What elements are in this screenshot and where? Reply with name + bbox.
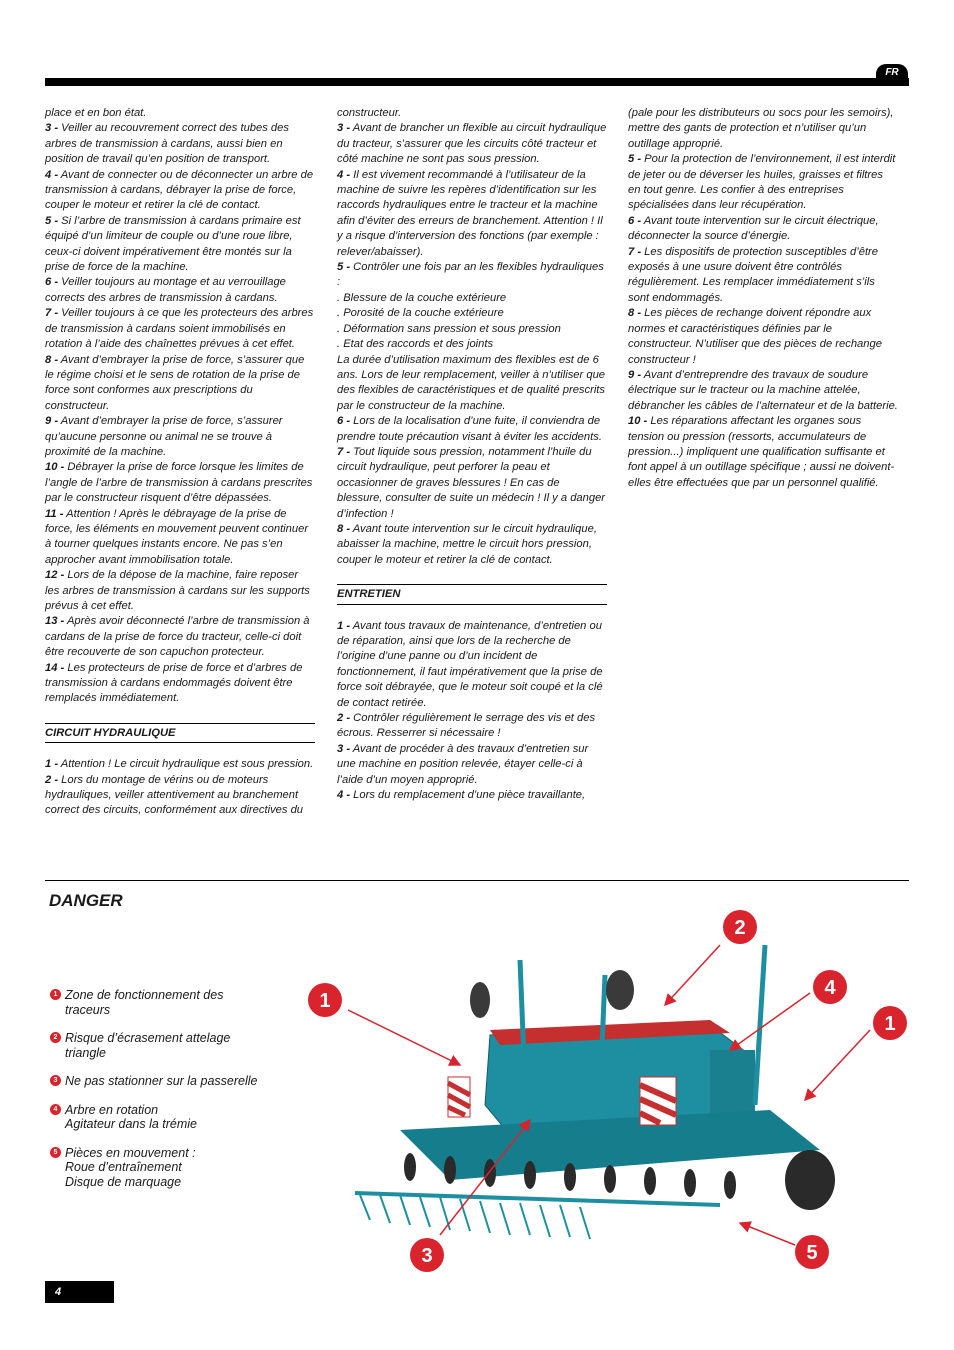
- paragraph: La durée d’utilisation maximum des flexibles est de 6 ans. Lors de leur remplacement, veiller à n’utiliser que des flexibles de caractéristiques et de qualité prescrits par le constructeur de la machine.: [337, 353, 606, 412]
- legend-text: Roue d’entraînement: [65, 1160, 182, 1174]
- item-text: Contrôler régulièrement le serrage des vis et des écrous. Resserrer si nécessaire !: [337, 712, 596, 740]
- svg-text:2: 2: [734, 917, 746, 939]
- seed-drill-illustration: [300, 905, 910, 1275]
- item-text: Contrôler une fois par an les flexibles hydrauliques :: [337, 261, 604, 289]
- item-text: Veiller au recouvrement correct des tubes des arbres de transmission à cardans, aussi bien en position de travail qu’en position de transport.: [45, 122, 289, 166]
- list-item: [45, 507, 315, 569]
- item-number: 8 -: [628, 307, 642, 320]
- arrow-5: [740, 1223, 795, 1245]
- item-number: 1 -: [45, 758, 59, 771]
- item-number: 8 -: [45, 353, 59, 366]
- list-item: [45, 460, 315, 506]
- item-number: 11 -: [45, 507, 64, 520]
- svg-text:1: 1: [319, 990, 331, 1012]
- bullet-item: . Déformation sans pression et sous pression: [337, 322, 561, 335]
- list-item: [628, 245, 898, 307]
- item-text: Avant de connecter ou de déconnecter un arbre de transmission à cardans, débrayer la prise de force, couper le moteur et retirer la clé de contact.: [45, 168, 314, 212]
- item-text: Avant d’embrayer la prise de force, s’assurer que le régime choisi et le sens de rotation de la prise de force sont conformes aux prescriptions du constructeur.: [45, 353, 305, 412]
- legend-number-badge: 3: [50, 1075, 61, 1086]
- svg-text:4: 4: [824, 977, 836, 999]
- item-number: 4 -: [337, 789, 351, 802]
- item-text: Les protecteurs de prise de force et d’arbres de transmission à cardans endommagés doivent être remplacés immédiatement.: [45, 661, 303, 705]
- legend-text: Arbre en rotation: [65, 1102, 159, 1117]
- item-number: 3 -: [337, 742, 351, 755]
- item-text: Avant tous travaux de maintenance, d’entretien ou de réparation, ainsi que lors de la recherche de l’origine d’une panne ou d’un incident de fonctionnement, il faut impérativement que la prise de force soit débrayée, que le moteur soit coupé et la clé de contact retirée.: [337, 619, 603, 709]
- legend-text: Agitateur dans la trémie: [65, 1117, 198, 1131]
- item-number: 6 -: [45, 276, 59, 289]
- list-item: [628, 368, 898, 414]
- legend-number-badge: 5: [50, 1147, 61, 1158]
- list-item: [45, 661, 315, 707]
- list-item: [628, 306, 898, 368]
- harrow-bar: [355, 1193, 720, 1205]
- item-number: 14 -: [45, 661, 65, 674]
- item-number: 6 -: [628, 214, 642, 227]
- list-item: [45, 306, 315, 352]
- danger-title: DANGER: [49, 891, 123, 910]
- item-number: 2 -: [45, 773, 59, 786]
- item-number: 9 -: [45, 415, 59, 428]
- item-number: 1 -: [337, 619, 351, 632]
- svg-text:1: 1: [884, 1013, 896, 1035]
- item-text: Débrayer la prise de force lorsque les limites de l’angle de l’arbre de transmission à cardans prescrites par le constructeur risquent d’être dépassées.: [45, 461, 313, 505]
- item-text: Les réparations affectant les organes sous tension ou pression (ressorts, accumulateurs de pression...) impliquent une qualification suffisante et font appel à un outillage spécifique ; aussi ne doivent-elles être effectuées que par un personnel qualifié.: [628, 415, 895, 489]
- list-item: [45, 121, 315, 167]
- list-item: [45, 353, 315, 415]
- list-item: [337, 522, 607, 568]
- item-text: Attention ! Après le débrayage de la prise de force, les éléments en mouvement peuvent continuer à tourner quelques instants encore. Ne pas s’en approcher avant immobilisation totale.: [45, 507, 309, 566]
- item-number: 6 -: [337, 415, 351, 428]
- svg-text:3: 3: [421, 1245, 433, 1267]
- arrow-4: [730, 993, 810, 1050]
- legend-item: [50, 1103, 290, 1132]
- item-text: Veiller toujours à ce que les protecteurs des arbres de transmission à cardans soient immobilisés en rotation à l’aide des chaînettes prévues à cet effet.: [45, 307, 314, 351]
- item-text: Après avoir déconnecté l’arbre de transmission à cardans de la prise de force du tracteur, celle-ci doit être recouverte de son capuchon protecteur.: [45, 615, 310, 659]
- harrow-tines: [360, 1195, 590, 1239]
- list-item: [337, 788, 607, 803]
- column-2: [337, 106, 607, 803]
- paragraph: constructeur.: [337, 107, 402, 119]
- list-item: [337, 414, 607, 445]
- list-item: [628, 414, 898, 491]
- list-item: [628, 152, 898, 214]
- list-item: [45, 414, 315, 460]
- item-text: Les dispositifs de protection susceptibles d’être exposés à une usure doivent être contrôlés régulièrement. Les remplacer immédiatement s’ils sont endommagés.: [628, 245, 878, 304]
- item-text: Avant d’entreprendre des travaux de soudure électrique sur le tracteur ou la machine attelée, débrancher les câbles de l’alternateur et de la batterie.: [628, 368, 898, 412]
- item-number: 13 -: [45, 615, 65, 628]
- list-item: [337, 619, 607, 711]
- legend-number-badge: 1: [50, 989, 61, 1000]
- item-text: Veiller toujours au montage et au verrouillage corrects des arbres de transmission à cardans.: [45, 276, 286, 304]
- callout-3: [410, 1238, 444, 1272]
- header-rule: [45, 78, 909, 86]
- list-item: [337, 168, 607, 260]
- marker-disc: [606, 970, 634, 1010]
- list-item: [45, 275, 315, 306]
- list-item: [45, 214, 315, 276]
- bullet-item: . Etat des raccords et des joints: [337, 338, 494, 351]
- callout-4: [813, 970, 847, 1004]
- legend-text: Pièces en mouvement :: [65, 1145, 196, 1160]
- svg-text:5: 5: [806, 1242, 818, 1264]
- legend-item: [50, 1074, 290, 1089]
- item-number: 9 -: [628, 368, 642, 381]
- list-item: [45, 773, 315, 819]
- item-text: Il est vivement recommandé à l’utilisateur de la machine de suivre les repères d’identification sur les raccords hydrauliques entre le tracteur et la machine afin d’éviter des erreurs de branchement. Attention ! Il y a risque d’interversion des fonctions (par exemple : relever/abaisser).: [337, 168, 603, 258]
- item-text: Lors du montage de vérins ou de moteurs hydrauliques, veiller attentivement au branchement correct des circuits, conformément aux directives du: [45, 773, 304, 817]
- section-divider: [45, 880, 909, 881]
- list-item: [45, 168, 315, 214]
- arrow-1-right: [805, 1030, 870, 1100]
- item-number: 5 -: [628, 153, 642, 166]
- danger-legend: [50, 988, 290, 1203]
- list-item: [45, 568, 315, 614]
- legend-text: Zone de fonctionnement des: [65, 988, 224, 1002]
- list-item: [337, 445, 607, 522]
- item-text: Pour la protection de l’environnement, il est interdit de jeter ou de déverser les huiles, graisses et filtres en tout genre. Les confier à des entreprises spécialisées dans leur récupération.: [628, 153, 896, 212]
- legend-text: triangle: [65, 1045, 106, 1060]
- item-text: Avant de brancher un flexible au circuit hydraulique du tracteur, s’assurer que les circuits côté tracteur et côté machine ne sont pas sous pression.: [337, 122, 607, 166]
- item-text: Les pièces de rechange doivent répondre aux normes et caractéristiques définies par le constructeur. N’utiliser que des pièces de rechange constructeur !: [628, 307, 882, 366]
- legend-item: [50, 1146, 290, 1190]
- bullet-item: . Porosité de la couche extérieure: [337, 307, 504, 320]
- item-number: 10 -: [45, 461, 65, 474]
- item-text: Si l’arbre de transmission à cardans primaire est équipé d’un limiteur de couple ou d’une roue libre, ceux-ci doivent impérativement être montés sur la prise de force de la machine.: [45, 214, 301, 274]
- bullet-item: . Blessure de la couche extérieure: [337, 291, 507, 304]
- item-text: Avant toute intervention sur le circuit hydraulique, abaisser la machine, mettre le circuit hors pression, couper le moteur et retirer la clé de contact.: [337, 522, 597, 566]
- item-text: Lors de la localisation d’une fuite, il conviendra de prendre toute précaution visant à éviter les accidents.: [337, 415, 602, 443]
- item-number: 2 -: [337, 712, 351, 725]
- legend-item: [50, 988, 290, 1017]
- legend-text: traceurs: [65, 1002, 111, 1017]
- list-item: [45, 614, 315, 660]
- marker-disc: [470, 982, 490, 1018]
- list-item: [45, 757, 315, 772]
- page-number: 4: [45, 1281, 114, 1303]
- marker-arm-back: [755, 945, 765, 1105]
- item-number: 7 -: [45, 307, 59, 320]
- item-number: 5 -: [337, 261, 351, 274]
- list-item: [337, 121, 607, 167]
- item-text: Lors du remplacement d’une pièce travaillante,: [350, 789, 586, 802]
- item-text: Avant d’embrayer la prise de force, s’assurer qu’aucune personne ou animal ne se trouve à proximité de la machine.: [45, 415, 283, 458]
- item-number: 8 -: [337, 522, 351, 535]
- column-3: [628, 106, 898, 491]
- language-tab: FR: [876, 64, 908, 84]
- item-text: Avant toute intervention sur le circuit électrique, déconnecter la source d’énergie.: [628, 214, 879, 243]
- paragraph: place et en bon état.: [45, 107, 147, 119]
- paragraph: (pale pour les distributeurs ou socs pour les semoirs), mettre des gants de protection et n’utiliser qu’un outillage approprié.: [628, 107, 894, 150]
- item-number: 3 -: [337, 122, 351, 135]
- item-number: 4 -: [45, 168, 59, 181]
- legend-text: Risque d’écrasement attelage: [65, 1031, 231, 1045]
- list-item: [628, 214, 898, 245]
- arrow-1-left: [348, 1010, 460, 1065]
- legend-text: Disque de marquage: [65, 1174, 182, 1189]
- item-text: Attention ! Le circuit hydraulique est sous pression.: [58, 758, 314, 771]
- legend-text: Ne pas stationner sur la passerelle: [65, 1074, 258, 1088]
- item-number: 4 -: [337, 168, 351, 181]
- legend-number-badge: 4: [50, 1104, 61, 1115]
- item-number: 7 -: [337, 445, 351, 458]
- legend-item: [50, 1031, 290, 1060]
- item-text: Tout liquide sous pression, notamment l’huile du circuit hydraulique, peut perforer la peau et occasionner de graves blessures ! En cas de blessure, consulter de suite un médecin ! Il y a danger d’infection !: [337, 445, 606, 520]
- item-number: 10 -: [628, 415, 648, 428]
- item-text: Lors de la dépose de la machine, faire reposer les arbres de transmission à cardans sur les supports prévus à cet effet.: [45, 569, 310, 612]
- callout-2: [723, 910, 757, 944]
- arrow-2: [665, 945, 720, 1005]
- callout-1-left: [308, 983, 342, 1017]
- callout-1-right: [873, 1006, 907, 1040]
- list-item: [337, 711, 607, 742]
- item-number: 12 -: [45, 569, 65, 582]
- column-1: [45, 106, 315, 819]
- item-number: 7 -: [628, 245, 642, 258]
- item-number: 5 -: [45, 214, 59, 227]
- drive-wheel: [785, 1150, 835, 1210]
- section-title-hydraulique: CIRCUIT HYDRAULIQUE: [45, 723, 315, 743]
- section-title-entretien: ENTRETIEN: [337, 584, 607, 604]
- legend-number-badge: 2: [50, 1032, 61, 1043]
- list-item: [337, 260, 607, 291]
- callout-5: [795, 1235, 829, 1269]
- item-number: 3 -: [45, 122, 59, 135]
- item-text: Avant de procéder à des travaux d’entretien sur une machine en position relevée, étayer celle-ci à l’aide d’un moyen approprié.: [337, 742, 589, 786]
- list-item: [337, 742, 607, 788]
